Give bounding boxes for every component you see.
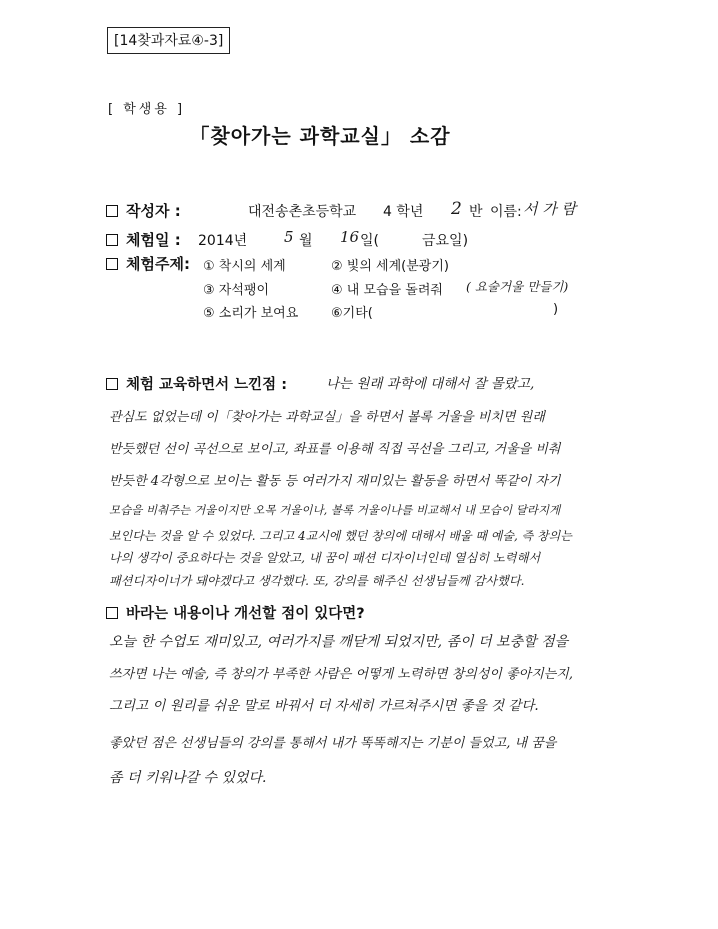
- date-year: 2014년: [198, 233, 248, 249]
- impressions-heading: [106, 373, 287, 394]
- topic-item: ⑤ 소리가 보여요: [203, 306, 299, 321]
- topic-item: ① 착시의 세계: [203, 259, 286, 274]
- impressions-line: 보인다는 것을 알 수 있었다. 그리고 4교시에 했던 창의에 대해서 배울 때 예술, 즉 창의는: [109, 529, 572, 543]
- page-title: 「찾아가는 과학교실」 소감: [189, 124, 451, 148]
- impressions-line: 나는 원래 과학에 대해서 잘 몰랐고,: [326, 376, 535, 392]
- impressions-line: 모습을 비춰주는 거울이지만 오목 거울이나, 볼록 거울이나를 비교해서 내 모습이 달라지게: [109, 503, 561, 517]
- impressions-checkbox: [106, 378, 118, 390]
- date-row: [106, 229, 181, 250]
- topic-item: ② 빛의 세계(분광기): [331, 259, 449, 274]
- suggestions-line: 그리고 이 원리를 쉬운 말로 바꿔서 더 자세히 가르쳐주시면 좋을 것 같다.: [109, 698, 539, 714]
- suggestions-line: 좋았던 점은 선생님들의 강의를 통해서 내가 똑똑해지는 기분이 들었고, 내 꿈을: [109, 736, 557, 751]
- topic-item-note: ( 요술거울 만들기): [466, 279, 569, 294]
- writer-checkbox: [106, 205, 118, 217]
- suggestions-heading: [106, 602, 365, 623]
- writer-school: 대전송촌초등학교: [248, 204, 357, 220]
- writer-row: [106, 200, 181, 221]
- impressions-line: 나의 생각이 중요하다는 것을 알았고, 내 꿈이 패션 디자이너인데 열심히 노력해서: [109, 551, 541, 565]
- topics-label: 체험주제:: [126, 255, 190, 273]
- impressions-line: 패션디자이너가 돼야겠다고 생각했다. 또, 강의를 해주신 선생님들께 감사했다.: [109, 574, 525, 588]
- date-month-number: 5: [284, 228, 294, 246]
- impressions-line: 반듯한 4각형으로 보이는 활동 등 여러가지 재미있는 활동을 하면서 똑같이 자기: [109, 474, 561, 489]
- date-day-unit: 일(: [360, 233, 379, 249]
- suggestions-line: 좀 더 키워나갈 수 있었다.: [109, 770, 267, 786]
- writer-class-number: 2: [451, 199, 462, 219]
- suggestions-label: 바라는 내용이나 개선할 점이 있다면?: [126, 606, 365, 622]
- date-month-unit: 월: [299, 233, 313, 249]
- suggestions-checkbox: [106, 607, 118, 619]
- writer-label: 작성자 :: [126, 202, 181, 220]
- topic-item: ④ 내 모습을 돌려줘: [331, 283, 443, 298]
- impressions-label: 체험 교육하면서 느낀점 :: [126, 377, 288, 393]
- impressions-line: 관심도 없었는데 이「찾아가는 과학교실」을 하면서 볼록 거울을 비치면 원래: [109, 410, 545, 425]
- topic-item: ③ 자석팽이: [203, 283, 270, 298]
- writer-class-unit: 반: [469, 204, 483, 220]
- audience-label: [ 학생용 ]: [108, 102, 186, 117]
- writer-grade: 4 학년: [383, 204, 424, 220]
- impressions-line: 반듯했던 선이 곡선으로 보이고, 좌표를 이용해 직접 곡선을 그리고, 거울을 비춰: [109, 442, 561, 457]
- writer-name: 서 가 람: [523, 200, 577, 218]
- document-id: [14찾과자료④-3]: [107, 27, 230, 54]
- date-label: 체험일 :: [126, 231, 181, 249]
- date-day-number: 16: [340, 228, 360, 246]
- topics-checkbox: [106, 258, 118, 270]
- topics-row: [106, 253, 190, 274]
- writer-name-label: 이름:: [490, 204, 522, 220]
- topic-other-close: ): [553, 302, 559, 317]
- date-weekday: 금요일): [422, 233, 469, 249]
- suggestions-line: 쓰자면 나는 예술, 즉 창의가 부족한 사람은 어떻게 노력하면 창의성이 좋아지는지,: [109, 667, 574, 682]
- date-checkbox: [106, 234, 118, 246]
- topic-item: ⑥기타(: [331, 306, 373, 321]
- suggestions-line: 오늘 한 수업도 재미있고, 여러가지를 깨닫게 되었지만, 좀이 더 보충할 점을: [109, 634, 569, 650]
